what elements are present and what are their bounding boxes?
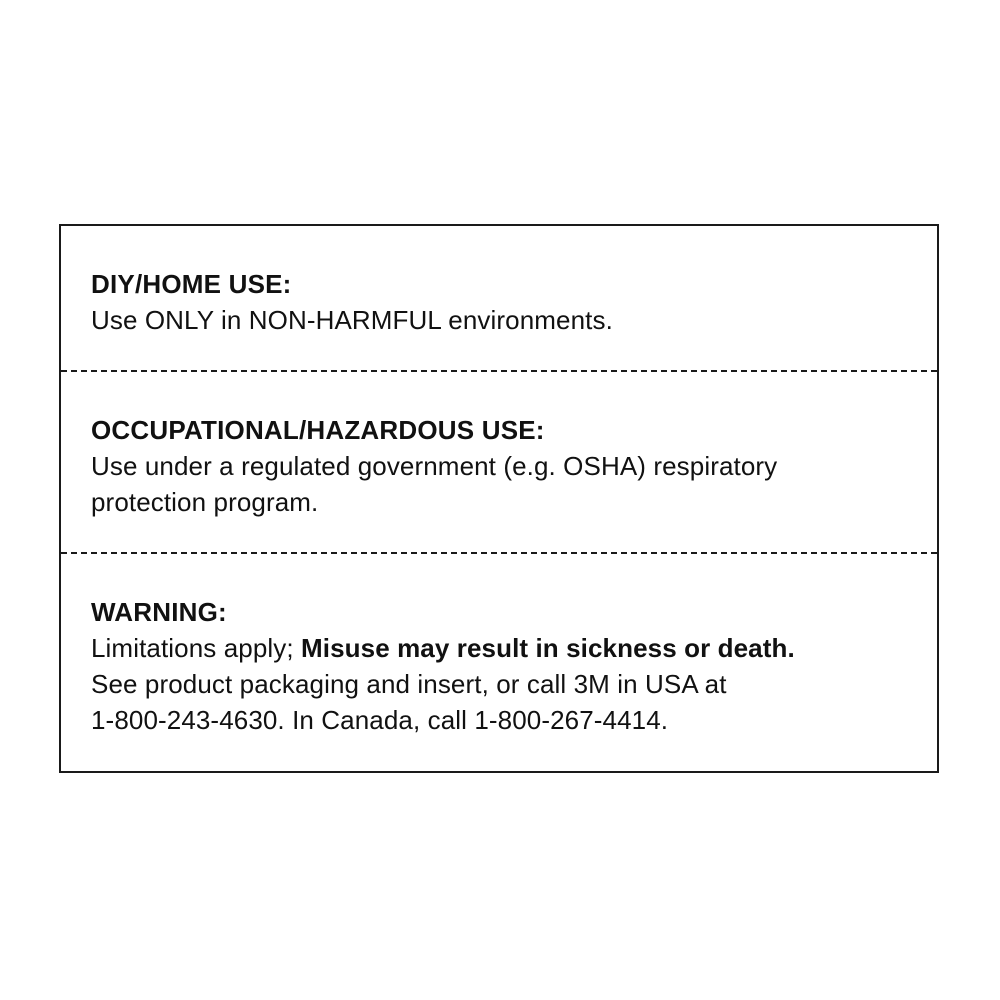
warning-label-box xyxy=(59,224,939,773)
limitations-text: Limitations apply; xyxy=(91,633,302,663)
occupational-use-heading: OCCUPATIONAL/HAZARDOUS USE: xyxy=(91,415,545,445)
warning-text xyxy=(91,630,907,738)
misuse-warning-text: Misuse may result in sickness or death. xyxy=(301,633,795,663)
occupational-use-line-2: protection program. xyxy=(91,487,319,517)
warning-line-2: See product packaging and insert, or call 3M in USA at xyxy=(91,669,727,699)
diy-home-use-text xyxy=(91,302,907,338)
warning-section xyxy=(91,594,907,738)
diy-home-use-heading: DIY/HOME USE: xyxy=(91,269,292,299)
diy-home-use-section xyxy=(91,266,907,338)
dashed-divider xyxy=(61,370,937,372)
diy-home-use-line: Use ONLY in NON-HARMFUL environments. xyxy=(91,305,613,335)
occupational-use-section xyxy=(91,412,907,520)
occupational-use-line-1: Use under a regulated government (e.g. OSHA) respiratory xyxy=(91,451,778,481)
dashed-divider xyxy=(61,552,937,554)
warning-heading: WARNING: xyxy=(91,597,227,627)
warning-line-1 xyxy=(91,630,907,666)
warning-line-3: 1-800-243-4630. In Canada, call 1-800-267-4414. xyxy=(91,705,669,735)
occupational-use-text xyxy=(91,448,907,520)
